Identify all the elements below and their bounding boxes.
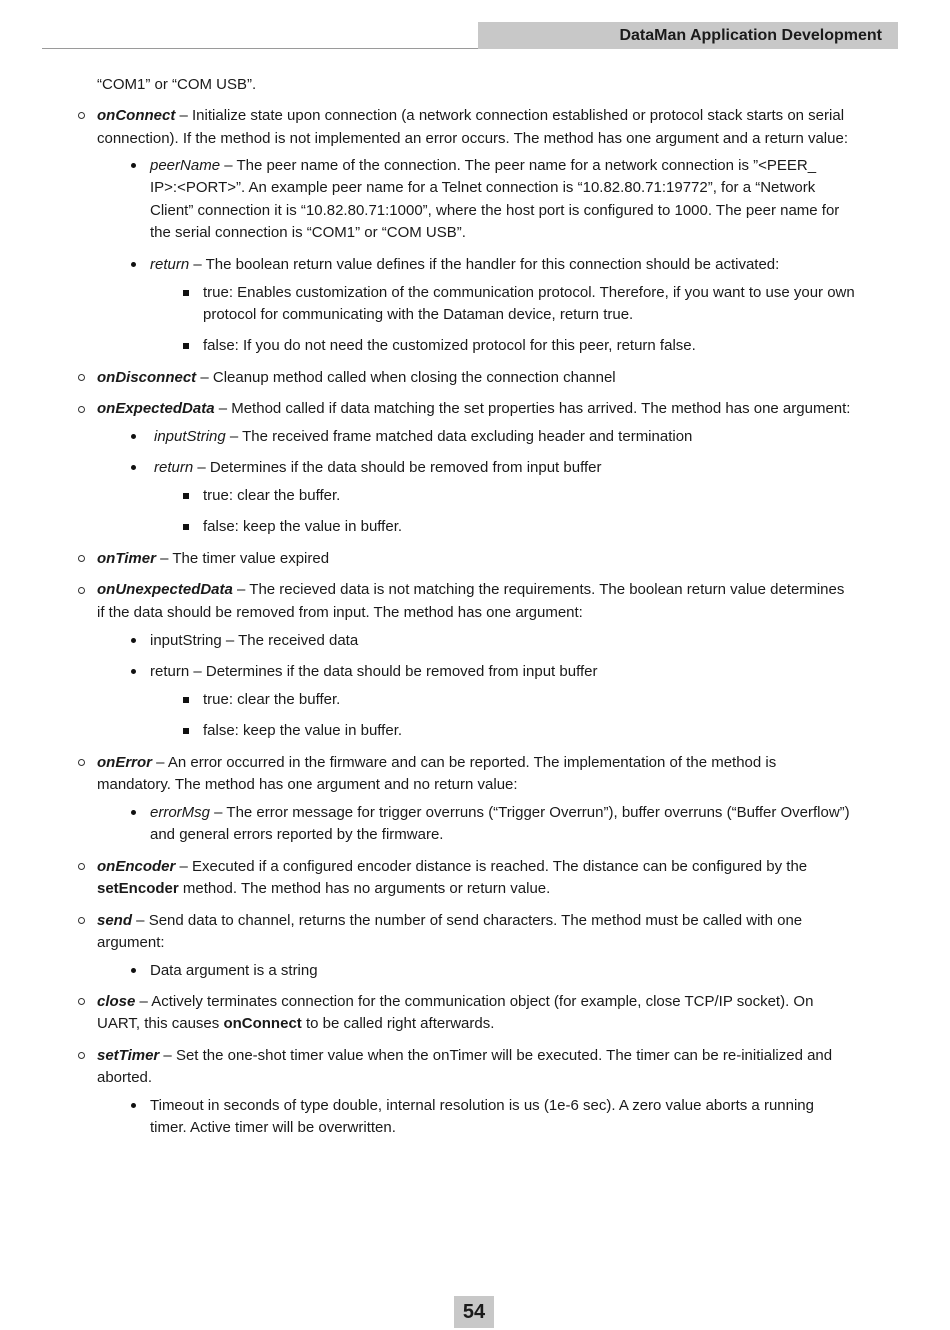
method-description: – Set the one-shot timer value when the onTimer will be executed. The timer can be re-initialized and xyxy=(159,1047,833,1064)
text-line: protocol for communicating with the Dataman device, return true. xyxy=(203,306,634,323)
text-line: mandatory. The method has one argument and no return value: xyxy=(97,776,518,793)
param-description: – The peer name of the connection. The peer name for a network connection is ”<PEER_ xyxy=(220,157,817,174)
param-return xyxy=(150,254,902,277)
method-description: – The recieved data is not matching the requirements. The boolean return value determines xyxy=(232,581,845,598)
param-inputstring xyxy=(154,426,906,449)
dot-bullet-icon xyxy=(131,1103,136,1108)
text-line: Data argument is a string xyxy=(150,962,318,979)
param-description: – Determines if the data should be removed from input buffer xyxy=(193,459,602,476)
method-name: onUnexpectedData xyxy=(97,581,233,598)
text-line: “COM1” or “COM USB”. xyxy=(97,76,257,93)
circle-bullet-icon xyxy=(78,863,85,870)
text-line: the serial connection is “COM1” or “COM USB”. xyxy=(150,224,466,241)
circle-bullet-icon xyxy=(78,112,85,119)
dot-bullet-icon xyxy=(131,262,136,267)
text-line: false: If you do not need the customized protocol for this peer, return false. xyxy=(203,337,696,354)
param-description: – The boolean return value defines if the handler for this connection should be activated: xyxy=(189,256,780,273)
text-fragment: UART, this causes xyxy=(97,1015,224,1032)
method-description: – Initialize state upon connection (a network connection established or protocol stack starts on serial xyxy=(175,107,845,124)
method-name: onDisconnect xyxy=(97,369,197,386)
dot-bullet-icon xyxy=(131,968,136,973)
param-name: peerName xyxy=(150,157,221,174)
square-bullet-icon xyxy=(183,493,189,499)
method-name: send xyxy=(97,912,133,929)
text-line: true: clear the buffer. xyxy=(203,691,341,708)
text-line: Timeout in seconds of type double, internal resolution is us (1e-6 sec). A zero value aborts a running xyxy=(150,1097,814,1114)
param-name: return xyxy=(150,256,190,273)
param-peername xyxy=(150,155,902,178)
square-bullet-icon xyxy=(183,697,189,703)
square-bullet-icon xyxy=(183,290,189,296)
method-onunexpecteddata xyxy=(97,579,905,602)
text-line: connection). If the method is not implemented an error occurs. The method has one argument and a return value: xyxy=(97,130,848,147)
method-name: onError xyxy=(97,754,153,771)
text-line: inputString – The received data xyxy=(150,632,359,649)
method-description: – The timer value expired xyxy=(155,550,330,567)
param-errormsg xyxy=(150,802,902,825)
circle-bullet-icon xyxy=(78,998,85,1005)
method-settimer xyxy=(97,1045,905,1068)
text-line: argument: xyxy=(97,934,165,951)
circle-bullet-icon xyxy=(78,374,85,381)
method-ref: setEncoder xyxy=(97,880,179,897)
param-name: inputString xyxy=(154,428,226,445)
text-line: if the data should be removed from input. The method has one argument: xyxy=(97,604,583,621)
header-title: DataMan Application Development xyxy=(619,27,882,44)
method-onerror xyxy=(97,752,905,775)
method-close-line2 xyxy=(97,1013,905,1036)
text-line: and general errors reported by the firmware. xyxy=(150,826,444,843)
dot-bullet-icon xyxy=(131,163,136,168)
method-description: – Cleanup method called when closing the connection channel xyxy=(196,369,616,386)
method-setencoder-line xyxy=(97,878,905,901)
square-bullet-icon xyxy=(183,524,189,530)
method-ondisconnect xyxy=(97,367,905,390)
page-number: 54 xyxy=(454,1296,494,1328)
method-ontimer xyxy=(97,548,905,571)
param-return xyxy=(154,457,906,480)
method-onconnect xyxy=(97,105,905,128)
square-bullet-icon xyxy=(183,343,189,349)
dot-bullet-icon xyxy=(131,465,136,470)
circle-bullet-icon xyxy=(78,406,85,413)
param-description: – The error message for trigger overruns (“Trigger Overrun”), buffer overruns (“Buffer Overflow”) xyxy=(210,804,850,821)
dot-bullet-icon xyxy=(131,669,136,674)
text-fragment: method. The method has no arguments or return value. xyxy=(178,880,551,897)
circle-bullet-icon xyxy=(78,917,85,924)
method-description: – Executed if a configured encoder distance is reached. The distance can be configured by the xyxy=(175,858,808,875)
dot-bullet-icon xyxy=(131,810,136,815)
method-name: onConnect xyxy=(97,107,176,124)
method-onencoder xyxy=(97,856,905,879)
text-line: true: clear the buffer. xyxy=(203,487,341,504)
method-name: onExpectedData xyxy=(97,400,215,417)
text-line: false: keep the value in buffer. xyxy=(203,518,403,535)
text-line: false: keep the value in buffer. xyxy=(203,722,403,739)
method-description: – Send data to channel, returns the number of send characters. The method must be called with one xyxy=(132,912,803,929)
method-description: – An error occurred in the firmware and can be reported. The implementation of the method is xyxy=(152,754,777,771)
param-description: – The received frame matched data excluding header and termination xyxy=(225,428,693,445)
text-fragment: to be called right afterwards. xyxy=(301,1015,495,1032)
method-close xyxy=(97,991,905,1014)
method-onexpecteddata xyxy=(97,398,905,421)
square-bullet-icon xyxy=(183,728,189,734)
param-name: return xyxy=(154,459,194,476)
text-line: true: Enables customization of the communication protocol. Therefore, if you want to use your own xyxy=(203,284,855,301)
method-description: – Method called if data matching the set properties has arrived. The method has one argument: xyxy=(214,400,851,417)
method-ref: onConnect xyxy=(223,1015,302,1032)
circle-bullet-icon xyxy=(78,759,85,766)
text-line: return – Determines if the data should be removed from input buffer xyxy=(150,663,598,680)
method-name: close xyxy=(97,993,136,1010)
dot-bullet-icon xyxy=(131,638,136,643)
method-description: – Actively terminates connection for the communication object (for example, close TCP/IP socket). On xyxy=(135,993,814,1010)
dot-bullet-icon xyxy=(131,434,136,439)
param-name: errorMsg xyxy=(150,804,211,821)
text-line: timer. Active timer will be overwritten. xyxy=(150,1119,396,1136)
text-line: Client” connection it is “10.82.80.71:1000”, where the host port is configured to 1000. The peer name for xyxy=(150,202,840,219)
circle-bullet-icon xyxy=(78,1052,85,1059)
text-line: aborted. xyxy=(97,1069,153,1086)
method-send xyxy=(97,910,905,933)
method-name: onTimer xyxy=(97,550,156,567)
circle-bullet-icon xyxy=(78,587,85,594)
circle-bullet-icon xyxy=(78,555,85,562)
method-name: setTimer xyxy=(97,1047,160,1064)
text-line: IP>:<PORT>”. An example peer name for a Telnet connection is “10.82.80.71:19772”, for a “Network xyxy=(150,179,816,196)
method-name: onEncoder xyxy=(97,858,176,875)
